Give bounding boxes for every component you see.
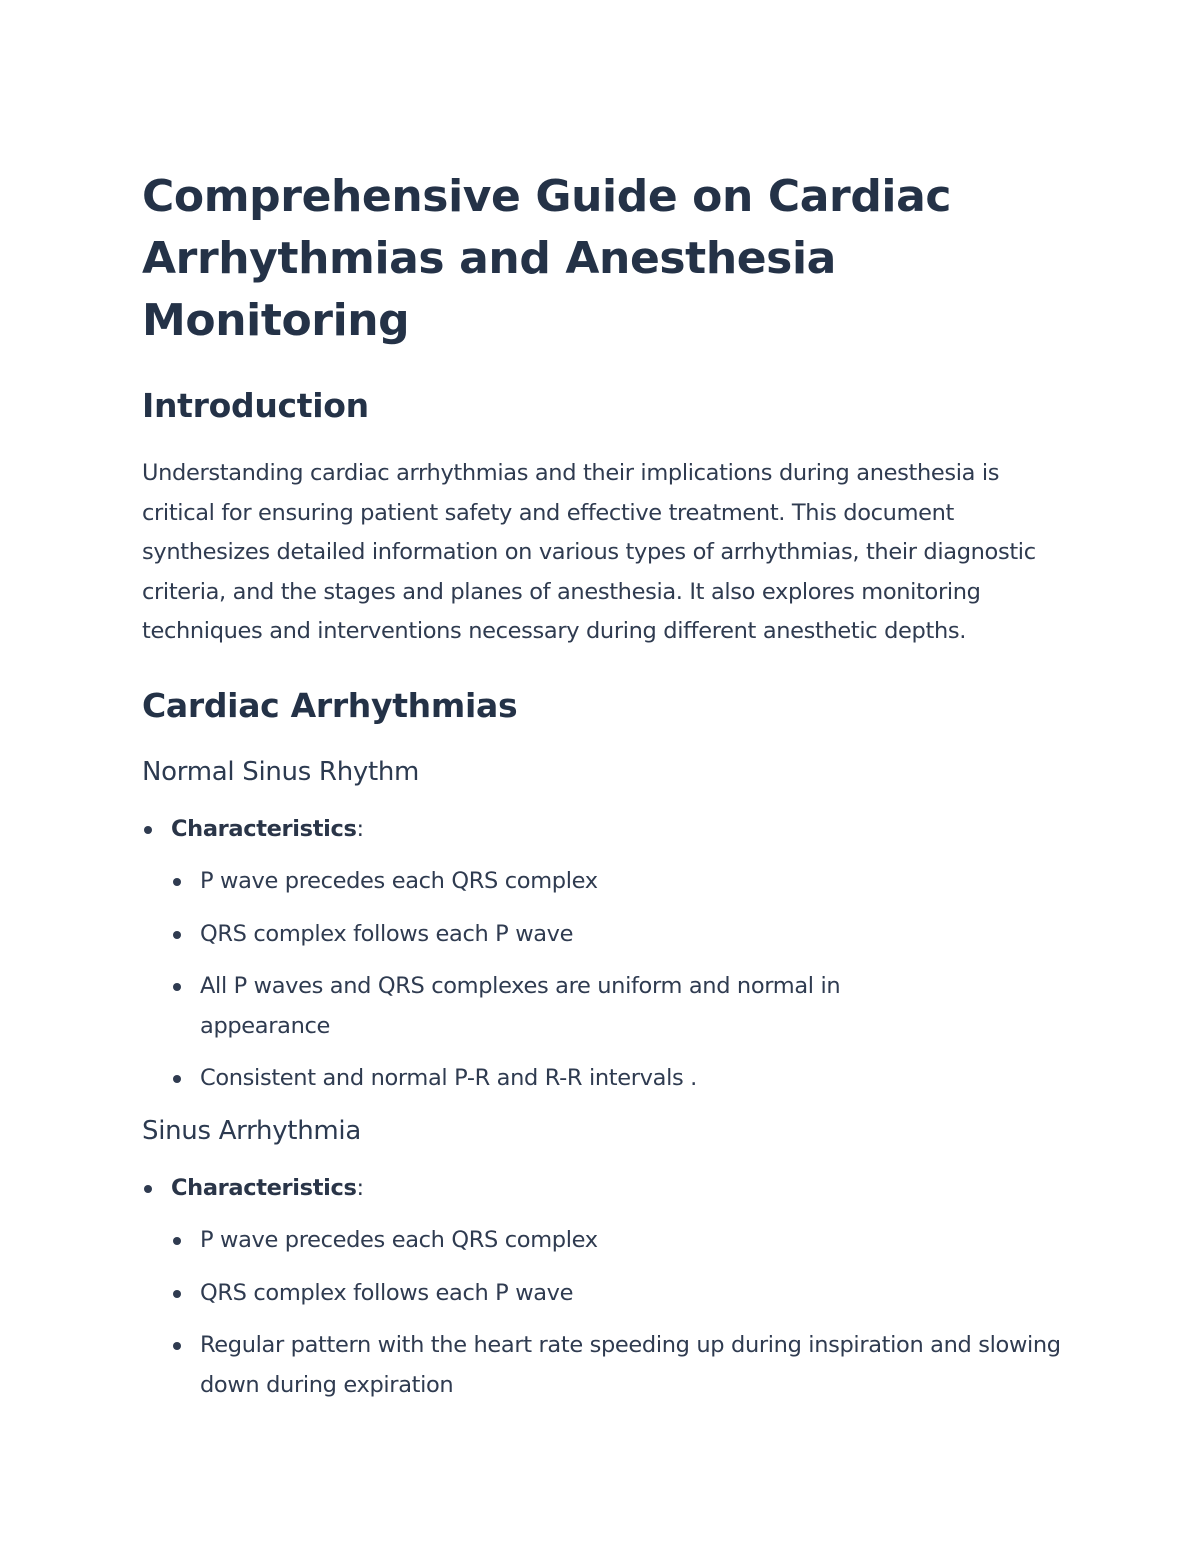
list-item-text: All P waves and QRS complexes are uniform and normal in appearance bbox=[200, 973, 841, 1039]
bullet-icon bbox=[144, 1185, 152, 1193]
introduction-paragraph: Understanding cardiac arrhythmias and their implications during anesthesia is critical for ensuring patient safety and effective treatment. This document synthesizes detailed information on various types of arrhythmias, their diagnostic criteria, and the stages and planes of anesthesia. It also explores monitoring techniques and interventions necessary during different anesthetic depths. bbox=[142, 460, 1036, 644]
bullet-icon bbox=[173, 1342, 181, 1350]
list-item: Characteristics: P wave precedes each QRS complex QRS complex follows each P wave All P waves and QRS complexes are uniform and normal in appearance Consistent and normal P-R and R-R intervals . bbox=[142, 810, 1072, 1099]
document-page bbox=[142, 166, 1072, 1405]
list-item-text: QRS complex follows each P wave bbox=[200, 920, 574, 947]
bullet-icon bbox=[173, 878, 181, 886]
list-item bbox=[171, 1326, 1072, 1405]
list-item-text: QRS complex follows each P wave bbox=[200, 1279, 574, 1306]
list-item bbox=[171, 1059, 1072, 1099]
list-item-text: P wave precedes each QRS complex bbox=[200, 1227, 598, 1253]
bullet-icon bbox=[144, 826, 152, 834]
bullet-icon bbox=[173, 1075, 181, 1083]
bullet-icon bbox=[173, 983, 181, 991]
section-heading-cardiac-arrhythmias: Cardiac Arrhythmias bbox=[142, 685, 518, 725]
list-item-text: Regular pattern with the heart rate speeding up during inspiration and slowing down during expiration bbox=[200, 1332, 1061, 1398]
subsection-heading-normal-sinus-rhythm: Normal Sinus Rhythm bbox=[142, 756, 420, 787]
sa-characteristics-list bbox=[171, 1221, 1072, 1405]
list-item bbox=[171, 862, 1072, 902]
bullet-icon bbox=[173, 1237, 181, 1245]
list-item bbox=[171, 1221, 1072, 1261]
sa-list bbox=[142, 1169, 1072, 1406]
list-item: Characteristics: P wave precedes each QRS complex QRS complex follows each P wave Regular pattern with the heart rate speeding up during inspiration and slowing down during expiration bbox=[142, 1169, 1072, 1406]
characteristics-label: Characteristics bbox=[171, 815, 357, 842]
list-item bbox=[171, 967, 1072, 1046]
characteristics-label: Characteristics bbox=[171, 1174, 357, 1201]
nsr-characteristics-list bbox=[171, 862, 1072, 1099]
list-item-text: Consistent and normal P-R and R-R intervals . bbox=[200, 1065, 697, 1091]
nsr-list bbox=[142, 810, 1072, 1099]
list-item bbox=[171, 915, 1072, 955]
bullet-icon bbox=[173, 931, 181, 939]
document-title: Comprehensive Guide on Cardiac Arrhythmias and Anesthesia Monitoring bbox=[142, 171, 952, 346]
list-item bbox=[171, 1274, 1072, 1314]
list-item-text: P wave precedes each QRS complex bbox=[200, 868, 598, 894]
bullet-icon bbox=[173, 1290, 181, 1298]
section-heading-introduction: Introduction bbox=[142, 386, 369, 425]
subsection-heading-sinus-arrhythmia: Sinus Arrhythmia bbox=[142, 1115, 361, 1146]
